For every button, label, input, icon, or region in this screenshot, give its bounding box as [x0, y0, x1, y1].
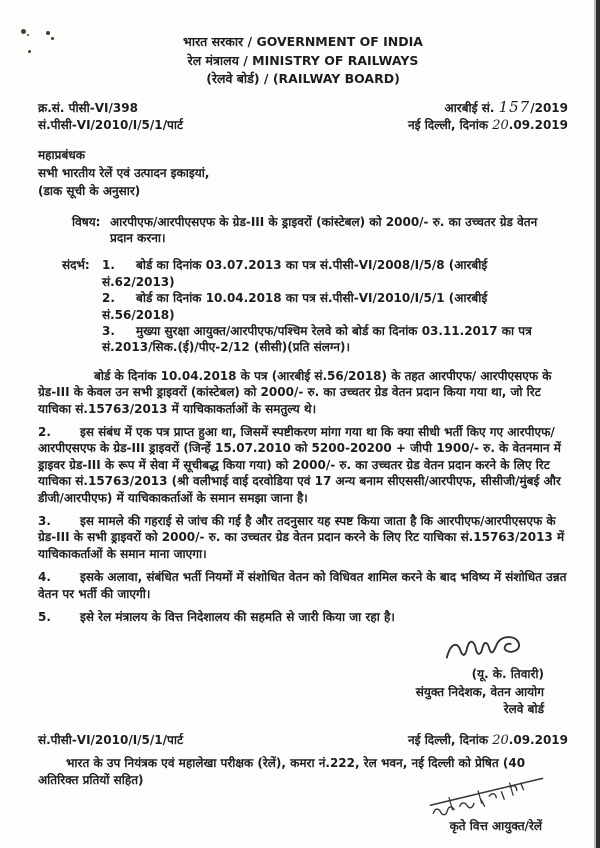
letterhead: [38, 33, 568, 89]
paragraph-text: इसके अलावा, संबंधित भर्ती नियमों में संशोधित वेतन को विधिवत शामिल करने के बाद भविष्य में संशोधित उन्नत वेतन पर भर्ती की जाएगी।: [38, 570, 567, 601]
addressee-line: सभी भारतीय रेलें एवं उत्पादन इकाइयां,: [38, 165, 210, 180]
endorsement-date-day-handwritten: 20: [492, 732, 509, 748]
paragraph-2: [38, 424, 568, 506]
paragraph-text: बोर्ड के दिनांक 10.04.2018 के पत्र (आरबीई सं.56/2018) के तहत आरपीएफ/ आरपीएसएफ के ग्रेड-III के केवल उन सभी ड्राइवरों (कांस्टेबल) को 2000/- रु. का उच्चतर ग्रेड वेतन प्रदान किया गया था, जो रिट याचिका सं.15763/2013 में याचिकाकर्ताओं के समतुल्य थे।: [38, 368, 552, 416]
paragraph-number: 5.: [38, 610, 51, 625]
subject-text: आरपीएफ/आरपीएसएफ के ग्रेड-III के ड्राइवरों (कांस्टेबल) को 2000/- रु. का उच्चतर ग्रेड वेतन प्रदान करना।: [110, 214, 538, 245]
place-date: [408, 117, 568, 134]
signatory-name: (यू. के. तिवारी): [471, 667, 544, 682]
reference-item: [102, 290, 568, 323]
addressee-title: महाप्रबंधक: [38, 147, 85, 162]
paragraph-5: [38, 609, 568, 625]
handwritten-signature-icon: [436, 632, 536, 666]
paragraph-3: [38, 513, 568, 562]
paragraph-text: इसे रेल मंत्रालय के वित्त निदेशालय की सहमति से जारी किया जा रहा है।: [80, 610, 395, 625]
addressee-note: (डाक सूची के अनुसार): [38, 183, 141, 198]
govt-of-india-line: भारत सरकार / GOVERNMENT OF INDIA: [183, 34, 423, 49]
paragraph-number: 2.: [38, 424, 51, 439]
reference-block: [38, 99, 568, 134]
subject-label: विषय:: [72, 214, 101, 229]
endorsement-place-date-prefix: नई दिल्ली, दिनांक: [407, 732, 489, 747]
paragraph-number: 4.: [38, 570, 51, 585]
reference-item-text: मुख्या सुरक्षा आयुक्त/आरपीएफ/पश्चिम रेलवे को बोर्ड का दिनांक 03.11.2017 का पत्र सं.2013/सिक.(ई)/पीए-2/12 (सीसी)(प्रति संलग्न)।: [102, 323, 532, 355]
serial-number: क्र.सं. पीसी-VI/398: [38, 100, 138, 115]
endorsement-date-rest: .09.2019: [508, 732, 568, 747]
reference-item-text: बोर्ड का दिनांक 10.04.2018 का पत्र सं.पीसी-VI/2010/I/5/1 (आरबीई सं.56/2018): [102, 291, 488, 322]
rbe-suffix: /2019: [530, 100, 568, 115]
date-rest: .09.2019: [508, 117, 568, 132]
for-finance-commissioner-line: कृते वित्त आयुक्त/रेलें: [449, 819, 542, 834]
endorsement-reference-row: [38, 732, 568, 749]
signatory-designation: संयुक्त निदेशक, वेतन आयोग: [415, 684, 544, 699]
endorsement-place-date: [408, 732, 568, 749]
reference-row-1: [38, 99, 568, 117]
rbe-number: [445, 99, 568, 117]
endorsement-file-number: सं.पीसी-VI/2010/I/5/1/पार्ट: [38, 732, 183, 747]
place-date-prefix: नई दिल्ली, दिनांक: [407, 117, 489, 132]
reference-item: [102, 323, 568, 356]
signature-block: [38, 632, 568, 719]
paragraph-text: इस संबंध में एक पत्र प्राप्त हुआ था, जिसमें स्पष्टीकरण मांगा गया था कि क्या सीधी भर्ती किए गए आरपीएफ/आरपीएसएफ के ग्रेड-III ड्राइवरों (जिन्हें 15.07.2010 को 5200-20200 + जीपी 1900/- रु. के वेतनमान में ड्राइवर ग्रेड-III के रूप में सेवा में सूचीबद्ध किया गया) को 2000/- रु. का उच्चतर ग्रेड वेतन प्रदान करने के लिए रिट याचिका सं.15763/2013 (श्री वलीभाई वाई दरवोडिया एवं 17 अन्य बनाम सीएससी/आरपीएफ, सीसीजी/मुंबई और डीजी/आरपीएफ) में याचिकाकर्ताओं के समान समझा जाना है।: [38, 424, 561, 505]
addressee-block: [38, 146, 568, 200]
references-label: संदर्भ:: [62, 258, 90, 273]
rbe-number-handwritten: 157: [498, 97, 531, 116]
reference-item-text: बोर्ड का दिनांक 03.07.2013 का पत्र सं.पीसी-VI/2008/I/5/8 (आरबीई सं.62/2013): [102, 258, 488, 289]
paragraph-text: इस मामले की गहराई से जांच की गई है और तदनुसार यह स्पष्ट किया जाता है कि आरपीएफ/आरपीएसएफ के ग्रेड-III के सभी ड्राइवरों को 2000/- रु. का उच्चतर ग्रेड वेतन प्रदान करने के लिए रिट याचिका सं.15763/2013 में याचिकाकर्ताओं के समान माना जाएगा।: [38, 514, 565, 561]
ministry-of-railways-line: रेल मंत्रालय / MINISTRY OF RAILWAYS: [187, 52, 419, 68]
reference-row-2: [38, 117, 568, 134]
references-list: [62, 257, 568, 355]
reference-item-number: 3.: [102, 323, 115, 338]
file-number: सं.पीसी-VI/2010/I/5/1/पार्ट: [38, 117, 183, 132]
rbe-prefix: आरबीई सं.: [444, 100, 495, 115]
paragraph-4: [38, 569, 568, 602]
signatory-organization: रेलवे बोर्ड: [503, 702, 544, 717]
reference-item: [102, 257, 568, 290]
reference-item-number: 1.: [102, 258, 115, 273]
letter-body: [38, 368, 568, 626]
date-day-handwritten: 20: [492, 117, 509, 133]
paragraph-number: 3.: [38, 514, 51, 528]
paragraph-1: [38, 368, 568, 417]
railway-board-line: (रेलवे बोर्ड) / (RAILWAY BOARD): [206, 71, 400, 86]
subject-block: [72, 214, 568, 247]
endorsement-text: भारत के उप नियंत्रक एवं महालेखा परीक्षक (रेलें), कमरा नं.222, रेल भवन, नई दिल्ली को प्रेषित (40 अतिरिक्त प्रतियों सहित): [38, 756, 526, 787]
reference-item-number: 2.: [102, 291, 115, 306]
